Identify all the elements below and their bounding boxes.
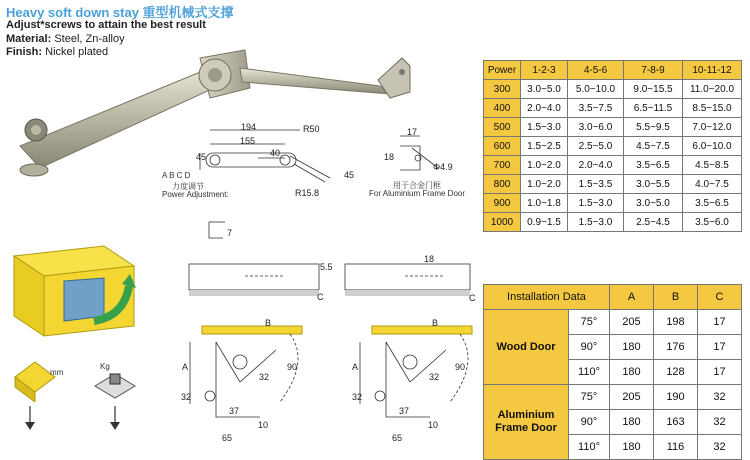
value-cell: 205 (610, 310, 654, 335)
dim-b-left: B (265, 318, 272, 328)
dim-b-right: B (432, 318, 439, 328)
value-cell: 1.0~2.0 (521, 156, 568, 175)
table-row (484, 156, 742, 175)
value-cell: 4.0~7.5 (683, 175, 742, 194)
door-thickness-icon (10, 352, 60, 402)
dim-a-right: A (352, 362, 359, 372)
value-cell: 2.0~4.0 (521, 99, 568, 118)
value-cell: 1.5~3.5 (568, 175, 624, 194)
value-cell: 3.5~7.5 (568, 99, 624, 118)
dim-40: 40 (270, 148, 281, 158)
value-cell: 3.5~6.5 (624, 156, 683, 175)
dim-10-left: 10 (258, 420, 269, 430)
value-cell: 3.5~6.5 (683, 194, 742, 213)
installation-drawings (180, 322, 480, 450)
dim-c-left: C (317, 292, 324, 302)
value-cell: 17 (698, 335, 742, 360)
finish-label: Finish: (6, 46, 43, 58)
angle-cell: 75° (569, 385, 610, 410)
header-cell: 4-5-6 (568, 61, 624, 80)
mm-label: mm (50, 368, 64, 377)
dim-a-left: A (182, 362, 189, 372)
table-row (484, 194, 742, 213)
angle-cell: 90° (569, 410, 610, 435)
value-cell: 6.0~10.0 (683, 137, 742, 156)
value-cell: 7.0~12.0 (683, 118, 742, 137)
angle-cell: 90° (569, 335, 610, 360)
dim-45: 45 (196, 152, 207, 162)
value-cell: 198 (654, 310, 698, 335)
value-cell: 163 (654, 410, 698, 435)
value-cell: 1.0~1.8 (521, 194, 568, 213)
value-cell: 1.5~3.0 (521, 118, 568, 137)
header-cell: 1-2-3 (521, 61, 568, 80)
dim-37-left: 37 (229, 406, 240, 416)
dim-32b-right: 32 (352, 392, 363, 402)
alu-dim-phi: Φ4.9 (433, 162, 453, 172)
material-label: Material: (6, 33, 52, 45)
dim-65-right: 65 (392, 433, 403, 443)
value-cell: 2.5~4.5 (624, 213, 683, 232)
dim-32a-left: 32 (259, 372, 270, 382)
alu-dim-18: 18 (384, 152, 395, 162)
subtitle: Adjust*screws to attain the best result (6, 19, 206, 31)
value-cell: 17 (698, 310, 742, 335)
value-cell: 2.5~5.0 (568, 137, 624, 156)
value-cell: 4.5~7.5 (624, 137, 683, 156)
value-cell: 3.0~5.0 (521, 80, 568, 99)
down-arrow-icon (105, 404, 125, 434)
dim-7: 7 (227, 228, 233, 238)
table-row (484, 80, 742, 99)
dim-155: 155 (240, 136, 256, 146)
power-table (483, 60, 742, 232)
dim-45-angle: 45 (344, 170, 355, 180)
dim-32b-left: 32 (181, 392, 192, 402)
value-cell: 180 (610, 360, 654, 385)
power-cell: 300 (484, 80, 521, 99)
power-adjust-cn: 力度调节 (172, 182, 204, 191)
header-cell: 7-8-9 (624, 61, 683, 80)
value-cell: 4.5~8.5 (683, 156, 742, 175)
material-value: Steel, Zn-alloy (54, 33, 125, 45)
angle-cell: 110° (569, 435, 610, 460)
value-cell: 1.5~3.0 (568, 194, 624, 213)
value-cell: 190 (654, 385, 698, 410)
table-row (484, 137, 742, 156)
power-cell: 600 (484, 137, 521, 156)
alu-frame-cn: 用于合金门框 (393, 181, 441, 190)
power-cell: 700 (484, 156, 521, 175)
table-row (484, 213, 742, 232)
power-cell: 800 (484, 175, 521, 194)
value-cell: 32 (698, 385, 742, 410)
installation-table (483, 284, 742, 460)
alu-frame-en: For Aluminium Frame Door (369, 189, 466, 198)
dim-194: 194 (241, 122, 257, 132)
value-cell: 180 (610, 335, 654, 360)
value-cell: 0.9~1.5 (521, 213, 568, 232)
group-label (484, 310, 569, 385)
installation-table-header (484, 285, 742, 310)
value-cell: 180 (610, 435, 654, 460)
header-cell: Installation Data (484, 285, 610, 310)
dim-65-left: 65 (222, 433, 233, 443)
value-cell: 32 (698, 410, 742, 435)
angle-cell: 110° (569, 360, 610, 385)
table-row (484, 385, 742, 410)
value-cell: 180 (610, 410, 654, 435)
power-table-header (484, 61, 742, 80)
value-cell: 6.5~11.5 (624, 99, 683, 118)
dim-32a-right: 32 (429, 372, 440, 382)
table-row (484, 310, 742, 335)
value-cell: 2.0~4.0 (568, 156, 624, 175)
dim-37-right: 37 (399, 406, 410, 416)
weight-plate-icon (90, 366, 140, 406)
value-cell: 1.5~3.0 (568, 213, 624, 232)
value-cell: 32 (698, 435, 742, 460)
group-label-line: Aluminium (497, 409, 555, 421)
dim-90-right: 90 (455, 362, 466, 372)
group-label-line: Wood Door (496, 340, 556, 353)
cabinet-illustration (4, 236, 144, 346)
header-cell: 10-11-12 (683, 61, 742, 80)
value-cell: 3.0~5.0 (624, 194, 683, 213)
dim-5-5: 5.5 (320, 262, 333, 272)
power-cell: 500 (484, 118, 521, 137)
page-title: Heavy soft down stay 重型机械式支撑 (6, 5, 234, 20)
value-cell: 5.0~10.0 (568, 80, 624, 99)
table-row (484, 99, 742, 118)
power-cell: 900 (484, 194, 521, 213)
down-arrow-icon (20, 404, 40, 434)
kg-label: Kg (100, 362, 110, 371)
value-cell: 1.5~2.5 (521, 137, 568, 156)
header-cell: B (654, 285, 698, 310)
dim-90-left: 90 (287, 362, 298, 372)
table-row (484, 118, 742, 137)
alu-dim-17: 17 (407, 127, 418, 137)
value-cell: 176 (654, 335, 698, 360)
header-cell: C (698, 285, 742, 310)
power-cell: 400 (484, 99, 521, 118)
value-cell: 5.5~9.5 (624, 118, 683, 137)
finish-value: Nickel plated (45, 46, 109, 58)
value-cell: 11.0~20.0 (683, 80, 742, 99)
dim-18: 18 (424, 254, 435, 264)
value-cell: 1.0~2.0 (521, 175, 568, 194)
value-cell: 8.5~15.0 (683, 99, 742, 118)
dim-r15-8: R15.8 (295, 188, 320, 198)
group-label (484, 385, 569, 460)
value-cell: 116 (654, 435, 698, 460)
dim-c-right: C (469, 293, 476, 303)
value-cell: 3.0~5.5 (624, 175, 683, 194)
adjust-positions: A B C D (162, 171, 191, 180)
value-cell: 3.0~6.0 (568, 118, 624, 137)
value-cell: 9.0~15.5 (624, 80, 683, 99)
value-cell: 205 (610, 385, 654, 410)
power-cell: 1000 (484, 213, 521, 232)
table-row (484, 175, 742, 194)
header-cell: A (610, 285, 654, 310)
dim-r50: R50 (303, 124, 320, 134)
group-label-line: Frame Door (495, 422, 557, 434)
power-adjust-en: Power Adjustment: (162, 190, 229, 199)
dim-10-right: 10 (428, 420, 439, 430)
header-cell: Power (484, 61, 521, 80)
value-cell: 128 (654, 360, 698, 385)
value-cell: 3.5~6.0 (683, 213, 742, 232)
angle-cell: 75° (569, 310, 610, 335)
value-cell: 17 (698, 360, 742, 385)
